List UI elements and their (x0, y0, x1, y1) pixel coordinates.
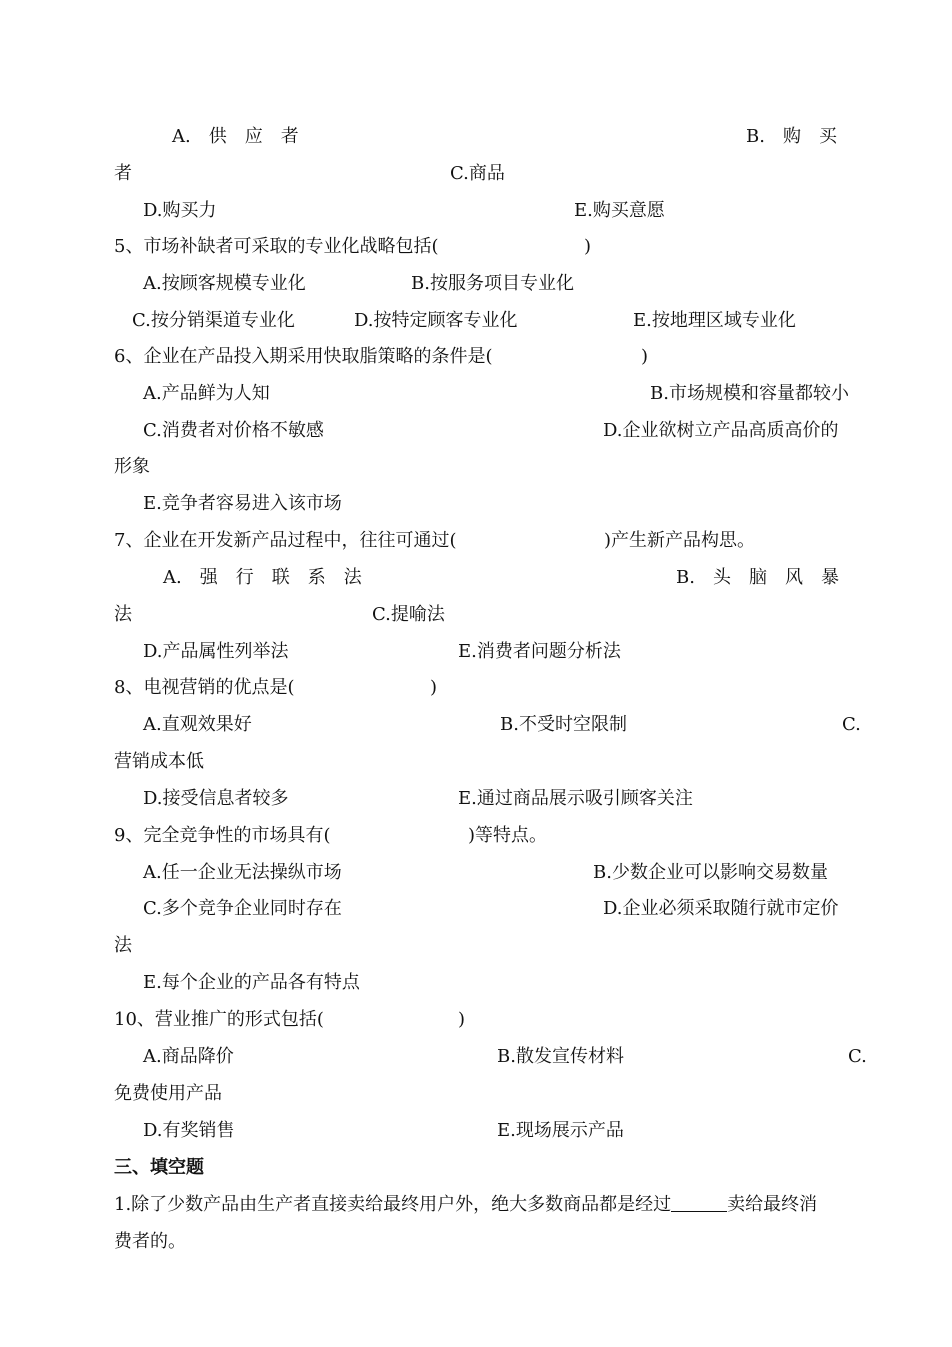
answer-blank (671, 1195, 727, 1212)
q8-option-d: D.接受信息者较多 (143, 788, 289, 809)
q6-option-a: A.产品鲜为人知 (143, 383, 270, 404)
q9-option-d-continued: 法 (114, 935, 132, 956)
q6-option-e: E.竞争者容易进入该市场 (143, 493, 342, 514)
q4-option-b: B. 购 买 (746, 126, 837, 147)
q5-option-d: D.按特定顾客专业化 (354, 310, 518, 331)
q8-stem-close: ) (430, 677, 438, 698)
fill-blank-q1-text-end: 卖给最终消 (727, 1194, 818, 1215)
q8-option-c-continued: 营销成本低 (114, 751, 204, 772)
q9-stem: 9、完全竞争性的市场具有( (114, 825, 331, 846)
q8-stem: 8、电视营销的优点是( (114, 677, 295, 698)
q6-option-b: B.市场规模和容量都较小 (650, 383, 849, 404)
q4-option-b-continued: 者 (114, 163, 132, 184)
q10-stem-close: ) (458, 1009, 466, 1030)
q10-option-e: E.现场展示产品 (497, 1120, 624, 1141)
q4-option-e: E.购买意愿 (574, 200, 665, 221)
q5-option-c: C.按分销渠道专业化 (132, 310, 295, 331)
q7-option-b-continued: 法 (114, 604, 132, 625)
q4-option-c: C.商品 (450, 163, 505, 184)
q5-option-b: B.按服务项目专业化 (411, 273, 574, 294)
q5-option-a: A.按顾客规模专业化 (143, 273, 306, 294)
q7-option-d: D.产品属性列举法 (143, 641, 289, 662)
q4-option-d: D.购买力 (143, 200, 217, 221)
fill-blank-q1-continued: 费者的。 (114, 1231, 186, 1252)
q10-option-c: C. (848, 1046, 867, 1067)
q7-option-c: C.提喻法 (372, 604, 445, 625)
q7-stem: 7、企业在开发新产品过程中，往往可通过( (114, 530, 457, 551)
section-heading: 三、填空题 (114, 1157, 204, 1178)
q7-option-e: E.消费者问题分析法 (458, 641, 621, 662)
q9-option-d: D.企业必须采取随行就市定价 (603, 898, 839, 919)
fill-blank-question-1 (114, 1194, 817, 1216)
q5-stem: 5、市场补缺者可采取的专业化战略包括( (114, 236, 439, 257)
fill-blank-q1-text: 1.除了少数产品由生产者直接卖给最终用户外，绝大多数商品都是经过 (114, 1194, 672, 1215)
q10-option-b: B.散发宣传材料 (497, 1046, 624, 1067)
q4-option-a: A. 供 应 者 (172, 126, 299, 147)
q8-option-e: E.通过商品展示吸引顾客关注 (458, 788, 693, 809)
q10-option-a: A.商品降价 (143, 1046, 234, 1067)
q5-stem-close: ) (584, 236, 592, 257)
q6-stem-close: ) (641, 346, 649, 367)
q6-option-c: C.消费者对价格不敏感 (143, 420, 324, 441)
q10-stem: 10、营业推广的形式包括( (114, 1009, 324, 1030)
q6-option-d: D.企业欲树立产品高质高价的 (603, 420, 839, 441)
q6-stem: 6、企业在产品投入期采用快取脂策略的条件是( (114, 346, 493, 367)
q6-option-d-continued: 形象 (114, 456, 150, 477)
q5-option-e: E.按地理区域专业化 (633, 310, 796, 331)
q9-option-e: E.每个企业的产品各有特点 (143, 972, 360, 993)
q9-option-c: C.多个竞争企业同时存在 (143, 898, 342, 919)
q8-option-b: B.不受时空限制 (500, 714, 627, 735)
q10-option-c-continued: 免费使用产品 (114, 1083, 222, 1104)
q7-option-b: B. 头 脑 风 暴 (676, 567, 839, 588)
q9-option-a: A.任一企业无法操纵市场 (143, 862, 342, 883)
q7-option-a: A. 强 行 联 系 法 (163, 567, 362, 588)
q10-option-d: D.有奖销售 (143, 1120, 235, 1141)
q7-stem-close: )产生新产品构思。 (604, 530, 756, 551)
q9-stem-close: )等特点。 (468, 825, 548, 846)
q9-option-b: B.少数企业可以影响交易数量 (593, 862, 828, 883)
q8-option-c: C. (842, 714, 861, 735)
q8-option-a: A.直观效果好 (143, 714, 252, 735)
